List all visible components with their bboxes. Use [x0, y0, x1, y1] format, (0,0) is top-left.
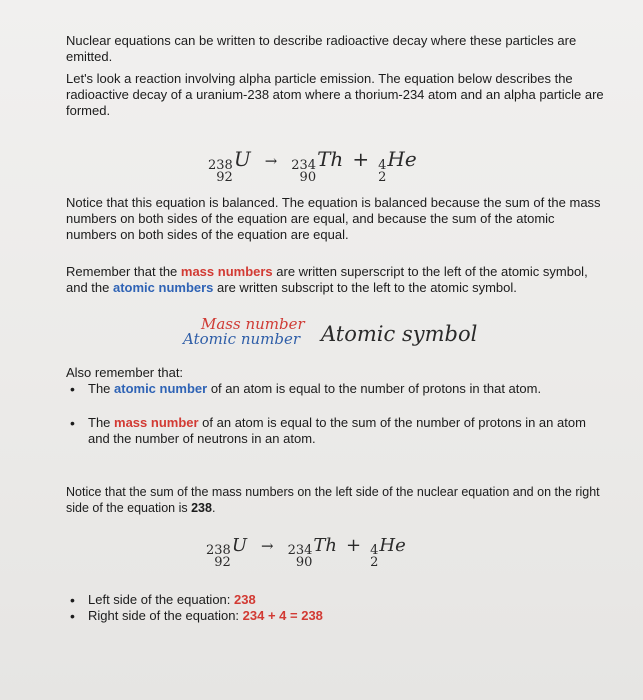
thorium-isotope: [288, 535, 337, 569]
uranium-mass-number: 238: [208, 158, 233, 173]
thorium-isotope: [291, 147, 343, 184]
atomic-numbers-highlight: atomic numbers: [113, 280, 214, 295]
reaction-arrow: →: [264, 152, 278, 170]
reaction-arrow: →: [261, 537, 274, 555]
notation-text-1: Remember that the: [66, 264, 181, 279]
bullet-icon: •: [70, 415, 75, 431]
plus-sign: +: [352, 147, 370, 171]
sum-paragraph: [66, 484, 606, 516]
mass-numbers-highlight: mass numbers: [180, 264, 273, 279]
bullet1-text-2: of an atom is equal to the number of protons in that atom.: [207, 381, 542, 396]
intro-paragraph: Nuclear equations can be written to describe radioactive decay where these particles are emitted.: [66, 33, 577, 64]
thorium-atomic-number: 90: [295, 555, 313, 570]
helium-mass-number: 4: [378, 158, 387, 173]
helium-atomic-number: 2: [378, 170, 387, 185]
notation-paragraph: [66, 264, 606, 296]
helium-symbol: He: [387, 147, 417, 171]
uranium-mass-number: 238: [206, 543, 231, 558]
mass-number-highlight: mass number: [114, 415, 199, 430]
balanced-paragraph: Notice that this equation is balanced. The equation is balanced because the sum of the mass numbers on both sides of the equation are equal, and because the sum of the atomic numbers on both sides of the equation are equal.: [66, 195, 601, 242]
helium-isotope: [370, 535, 406, 569]
nuclear-equation-1: [208, 147, 417, 184]
list-item: [66, 415, 606, 447]
sum-value: 238: [191, 501, 212, 515]
helium-mass-number: 4: [370, 543, 379, 558]
plus-sign: +: [346, 535, 362, 556]
left-side-label: Left side of the equation:: [88, 592, 234, 607]
bullet-icon: •: [70, 608, 75, 624]
atomic-number-label: Atomic number: [183, 330, 301, 348]
uranium-symbol: U: [233, 147, 251, 171]
right-side-value: 234 + 4 = 238: [242, 608, 323, 623]
uranium-symbol: U: [231, 535, 247, 556]
remember-list-2: [66, 415, 606, 447]
uranium-isotope: [208, 147, 251, 184]
sum-text-1: Notice that the sum of the mass numbers on the left side of the nuclear equation and on the right side of the equation is: [66, 485, 600, 515]
bullet1-text-1: The: [88, 381, 115, 396]
alpha-paragraph: Let's look a reaction involving alpha particle emission. The equation below describes the radioactive decay of a uranium-238 atom where a thorium-234 atom and an alpha particle are formed.: [66, 71, 604, 118]
bullet-icon: •: [70, 592, 75, 608]
list-item: [66, 381, 606, 397]
helium-isotope: [378, 147, 417, 184]
summary-list: [66, 592, 606, 624]
list-item: [66, 608, 606, 624]
nuclear-equation-2: [206, 535, 406, 569]
atomic-symbol-label: Atomic symbol: [321, 322, 478, 346]
atomic-number-highlight: atomic number: [114, 381, 208, 396]
thorium-mass-number: 234: [291, 158, 317, 173]
left-side-value: 238: [234, 592, 256, 607]
thorium-symbol: Th: [313, 535, 338, 556]
remember-list: [66, 381, 606, 397]
helium-atomic-number: 2: [370, 555, 379, 570]
uranium-atomic-number: 92: [214, 555, 231, 570]
notation-text-3: are written subscript to the left to the atomic symbol.: [213, 280, 517, 295]
thorium-symbol: Th: [317, 147, 344, 171]
right-side-label: Right side of the equation:: [88, 608, 243, 623]
thorium-mass-number: 234: [287, 543, 313, 558]
list-item: [66, 592, 606, 608]
bullet-icon: •: [70, 381, 75, 397]
sum-text-2: .: [211, 501, 216, 515]
thorium-atomic-number: 90: [299, 170, 317, 185]
uranium-isotope: [206, 535, 247, 569]
helium-symbol: He: [379, 535, 406, 556]
bullet2-text-1: The: [88, 415, 115, 430]
also-remember-heading: Also remember that:: [66, 365, 184, 380]
notation-text-2: are written superscript to the left of the atomic symbol, and the: [66, 264, 588, 295]
mass-number-label: Mass number: [201, 315, 305, 333]
bullet2-text-2: of an atom is equal to the sum of the number of protons in an atom and the number of neutrons in an atom.: [88, 415, 586, 446]
uranium-atomic-number: 92: [216, 170, 233, 185]
